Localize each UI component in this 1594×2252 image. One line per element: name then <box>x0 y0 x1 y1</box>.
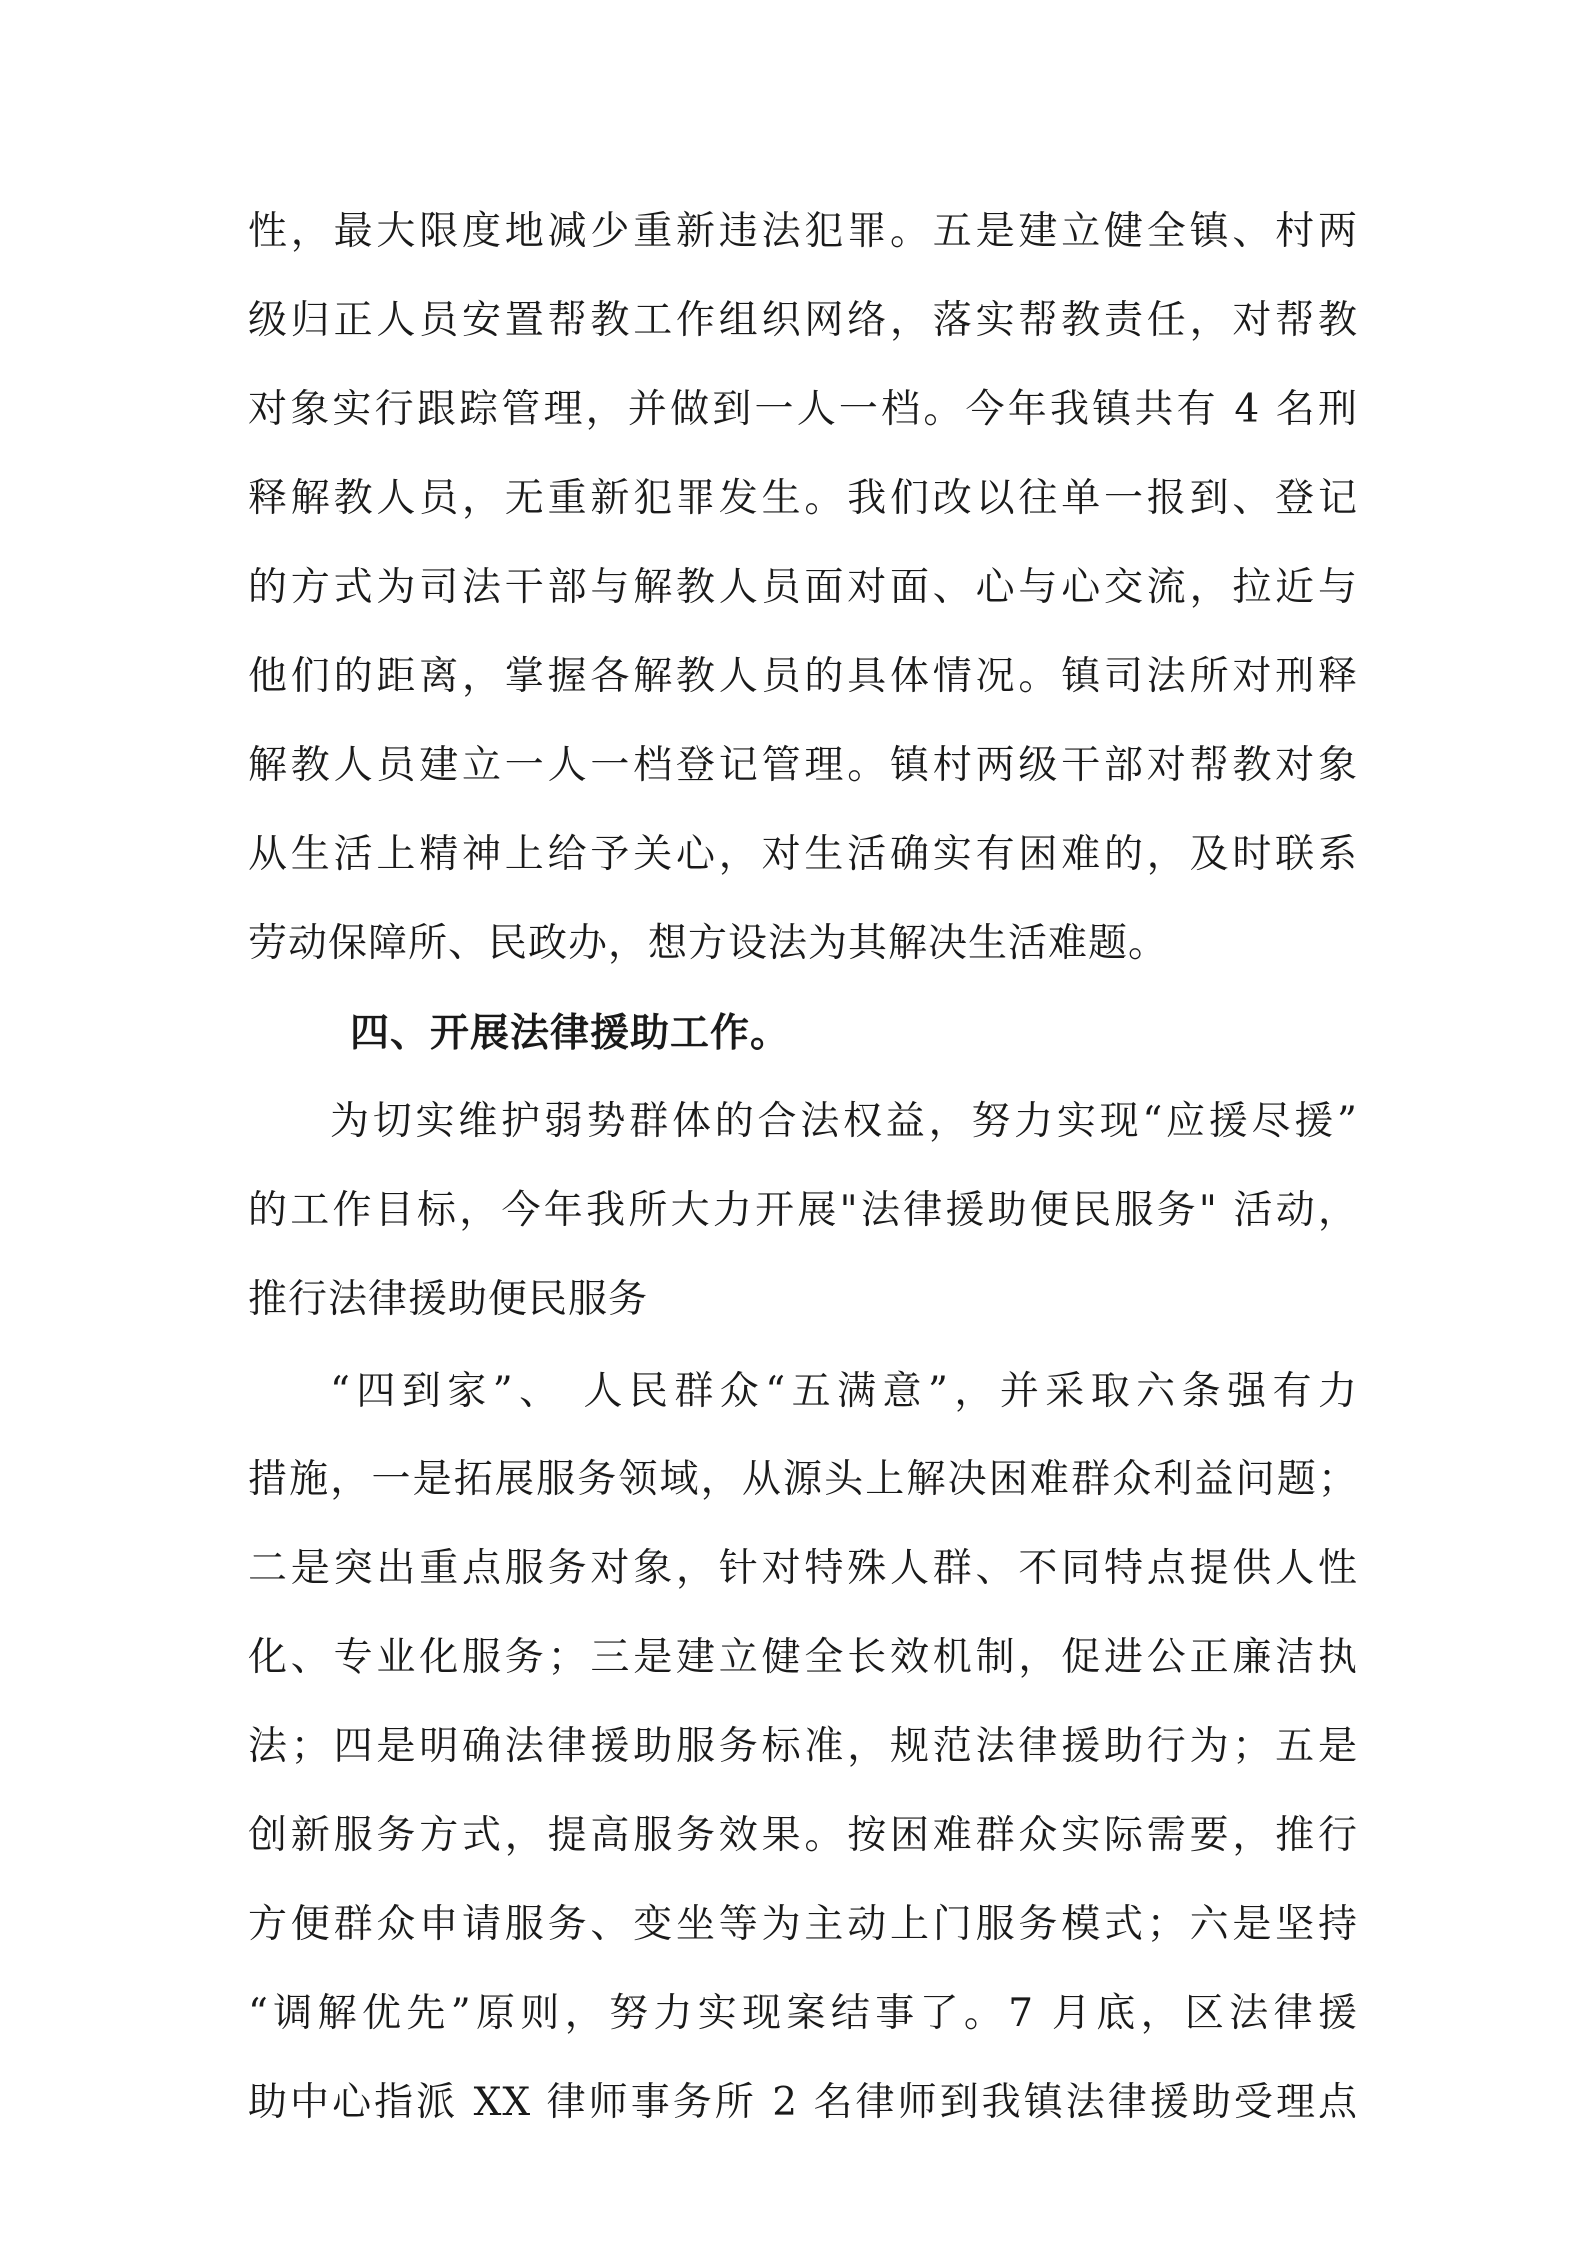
body-line: 的工作目标，今年我所大力开展"法律援助便民服务" 活动， <box>248 1188 1358 1233</box>
body-line: 法；四是明确法律援助服务标准，规范法律援助行为；五是 <box>248 1724 1358 1769</box>
body-line: “四到家”、 人民群众“五满意”，并采取六条强有力 <box>330 1369 1358 1414</box>
body-line: “调解优先”原则，努力实现案结事了。7 月底，区法律援 <box>248 1991 1358 2036</box>
body-line: 措施，一是拓展服务领域，从源头上解决困难群众利益问题； <box>248 1457 1358 1502</box>
body-line: 助中心指派 XX 律师事务所 2 名律师到我镇法律援助受理点 <box>248 2080 1358 2125</box>
body-line: 创新服务方式，提高服务效果。按困难群众实际需要，推行 <box>248 1813 1358 1858</box>
body-line: 化、专业化服务；三是建立健全长效机制，促进公正廉洁执 <box>248 1635 1358 1680</box>
body-line: 的方式为司法干部与解教人员面对面、心与心交流，拉近与 <box>248 565 1358 610</box>
body-line: 推行法律援助便民服务 <box>248 1277 649 1322</box>
body-line: 从生活上精神上给予关心，对生活确实有困难的，及时联系 <box>248 832 1358 877</box>
body-line: 二是突出重点服务对象，针对特殊人群、不同特点提供人性 <box>248 1546 1358 1591</box>
section-heading: 四、开展法律援助工作。 <box>350 1010 791 1056</box>
body-line: 释解教人员，无重新犯罪发生。我们改以往单一报到、登记 <box>248 476 1358 521</box>
body-line: 方便群众申请服务、变坐等为主动上门服务模式；六是坚持 <box>248 1902 1358 1947</box>
body-line: 对象实行跟踪管理，并做到一人一档。今年我镇共有 4 名刑 <box>248 387 1358 432</box>
body-line: 他们的距离，掌握各解教人员的具体情况。镇司法所对刑释 <box>248 654 1358 699</box>
body-line: 级归正人员安置帮教工作组织网络，落实帮教责任，对帮教 <box>248 298 1358 343</box>
body-line: 为切实维护弱势群体的合法权益，努力实现“应援尽援” <box>330 1099 1358 1144</box>
body-line: 劳动保障所、民政办，想方设法为其解决生活难题。 <box>248 921 1169 966</box>
body-line: 解教人员建立一人一档登记管理。镇村两级干部对帮教对象 <box>248 743 1358 788</box>
body-line: 性，最大限度地减少重新违法犯罪。五是建立健全镇、村两 <box>248 209 1358 254</box>
